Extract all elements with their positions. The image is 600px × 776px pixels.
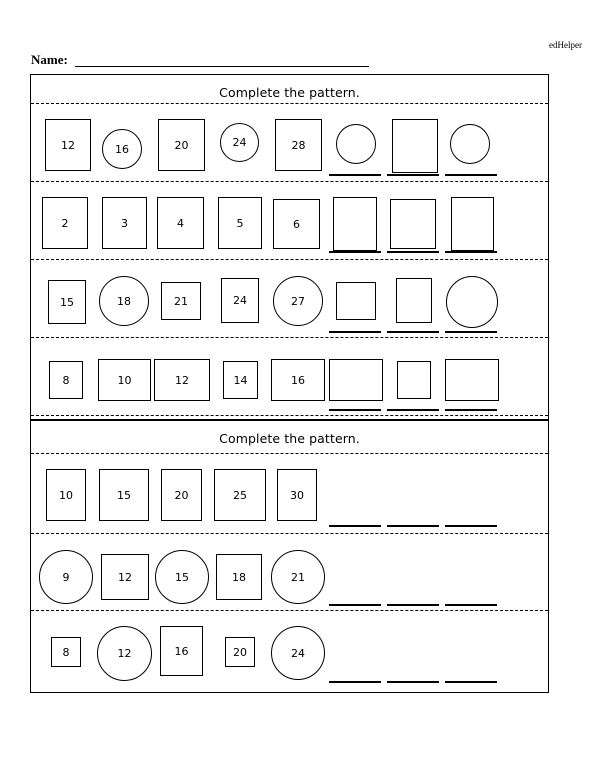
answer-line[interactable] <box>387 604 439 606</box>
pattern-square: 10 <box>46 469 86 521</box>
answer-line[interactable] <box>329 525 381 527</box>
answer-circle[interactable] <box>450 124 490 164</box>
pattern-square: 12 <box>154 359 210 401</box>
pattern-square: 4 <box>157 197 204 249</box>
pattern-square: 28 <box>275 119 322 171</box>
answer-line[interactable] <box>387 525 439 527</box>
answer-line[interactable] <box>445 525 497 527</box>
answer-line[interactable] <box>329 681 381 683</box>
answer-square[interactable] <box>451 197 494 251</box>
pattern-square: 15 <box>48 280 86 324</box>
pattern-circle: 15 <box>155 550 209 604</box>
answer-square[interactable] <box>333 197 377 251</box>
pattern-square: 12 <box>45 119 91 171</box>
answer-line[interactable] <box>387 409 439 411</box>
pattern-circle: 9 <box>39 550 93 604</box>
row-divider <box>31 181 548 182</box>
pattern-circle: 27 <box>273 276 323 326</box>
pattern-section-2 <box>30 420 549 693</box>
section-title: Complete the pattern. <box>219 85 360 100</box>
name-label: Name: <box>31 52 68 67</box>
pattern-square: 16 <box>271 359 325 401</box>
answer-line[interactable] <box>445 331 497 333</box>
answer-square[interactable] <box>445 359 499 401</box>
pattern-square: 20 <box>161 469 202 521</box>
answer-line[interactable] <box>329 331 381 333</box>
answer-line[interactable] <box>329 174 381 176</box>
answer-square[interactable] <box>396 278 432 323</box>
pattern-square: 6 <box>273 199 320 249</box>
answer-line[interactable] <box>329 251 381 253</box>
row-divider <box>31 453 548 454</box>
pattern-circle: 16 <box>102 129 142 169</box>
answer-line[interactable] <box>387 331 439 333</box>
pattern-square: 12 <box>101 554 149 600</box>
pattern-square: 10 <box>98 359 151 401</box>
pattern-square: 14 <box>223 361 258 399</box>
pattern-square: 15 <box>99 469 149 521</box>
pattern-square: 18 <box>216 554 262 600</box>
pattern-square: 20 <box>158 119 205 171</box>
name-input-line[interactable] <box>75 66 369 67</box>
row-divider <box>31 610 548 611</box>
row-divider <box>31 337 548 338</box>
pattern-square: 3 <box>102 197 147 249</box>
pattern-circle: 18 <box>99 276 149 326</box>
pattern-square: 25 <box>214 469 266 521</box>
row-divider <box>31 103 548 104</box>
answer-line[interactable] <box>387 251 439 253</box>
pattern-square: 30 <box>277 469 317 521</box>
answer-square[interactable] <box>329 359 383 401</box>
answer-square[interactable] <box>392 119 438 173</box>
answer-square[interactable] <box>390 199 436 249</box>
pattern-square: 8 <box>49 361 83 399</box>
answer-line[interactable] <box>329 604 381 606</box>
answer-line[interactable] <box>445 251 497 253</box>
row-divider <box>31 415 548 416</box>
pattern-square: 21 <box>161 282 201 320</box>
answer-line[interactable] <box>387 174 439 176</box>
answer-circle[interactable] <box>336 124 376 164</box>
pattern-circle: 24 <box>220 123 259 162</box>
answer-line[interactable] <box>445 681 497 683</box>
pattern-square: 5 <box>218 197 262 249</box>
pattern-square: 20 <box>225 637 255 667</box>
answer-square[interactable] <box>397 361 431 399</box>
pattern-square: 24 <box>221 278 259 323</box>
answer-circle[interactable] <box>446 276 498 328</box>
section-title: Complete the pattern. <box>219 431 360 446</box>
pattern-square: 8 <box>51 637 81 667</box>
answer-line[interactable] <box>445 409 497 411</box>
answer-line[interactable] <box>329 409 381 411</box>
answer-line[interactable] <box>387 681 439 683</box>
pattern-circle: 12 <box>97 626 152 681</box>
answer-line[interactable] <box>445 174 497 176</box>
pattern-circle: 21 <box>271 550 325 604</box>
answer-line[interactable] <box>445 604 497 606</box>
pattern-section-1 <box>30 74 549 420</box>
pattern-square: 16 <box>160 626 203 676</box>
pattern-square: 2 <box>42 197 88 249</box>
row-divider <box>31 533 548 534</box>
answer-square[interactable] <box>336 282 376 320</box>
pattern-circle: 24 <box>271 626 325 680</box>
row-divider <box>31 259 548 260</box>
brand-label: edHelper <box>549 40 582 50</box>
